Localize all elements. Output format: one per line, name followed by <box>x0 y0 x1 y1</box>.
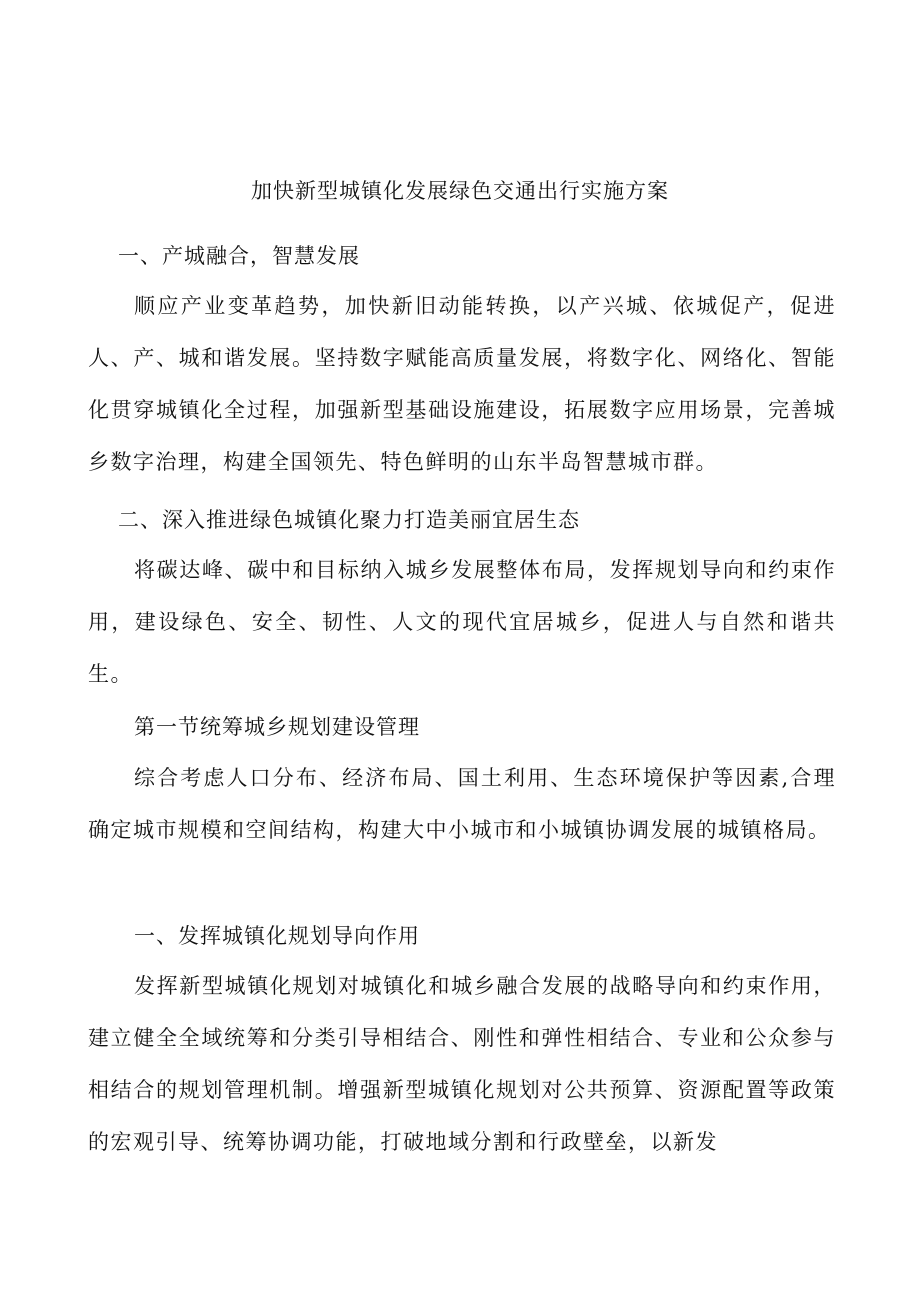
document-title: 加快新型城镇化发展绿色交通出行实施方案 <box>251 179 669 203</box>
section-heading-industry-city: 一、产城融合，智慧发展 <box>118 244 360 268</box>
paragraph-green-urbanization: 将碳达峰、碳中和目标纳入城乡发展整体布局，发挥规划导向和约束作用，建设绿色、安全、韧性、人文的现代宜居城乡，促进人与自然和谐共生。 <box>88 558 836 686</box>
section-heading-green-urbanization: 二、深入推进绿色城镇化聚力打造美丽宜居生态 <box>118 508 580 532</box>
paragraph-plan-guidance: 发挥新型城镇化规划对城镇化和城乡融合发展的战略导向和约束作用，建立健全全域统筹和分类引导相结合、刚性和弹性相结合、专业和公众参与相结合的规划管理机制。增强新型城镇化规划对公共预算、资源配置等政策的宏观引导、统筹协调功能，打破地域分割和行政壁垒，以新发 <box>88 974 836 1154</box>
section-heading-plan-guidance: 一、发挥城镇化规划导向作用 <box>134 924 420 948</box>
paragraph-industry-city: 顺应产业变革趋势，加快新旧动能转换，以产兴城、依城促产，促进人、产、城和谐发展。坚持数字赋能高质量发展，将数字化、网络化、智能化贯穿城镇化全过程，加强新型基础设施建设，拓展数字应用场景，完善城乡数字治理，构建全国领先、特色鲜明的山东半岛智慧城市群。 <box>88 294 836 474</box>
section-heading-planning-management: 第一节统筹城乡规划建设管理 <box>134 715 420 739</box>
paragraph-planning-management: 综合考虑人口分布、经济布局、国土利用、生态环境保护等因素,合理确定城市规模和空间结构，构建大中小城市和小城镇协调发展的城镇格局。 <box>88 766 836 842</box>
